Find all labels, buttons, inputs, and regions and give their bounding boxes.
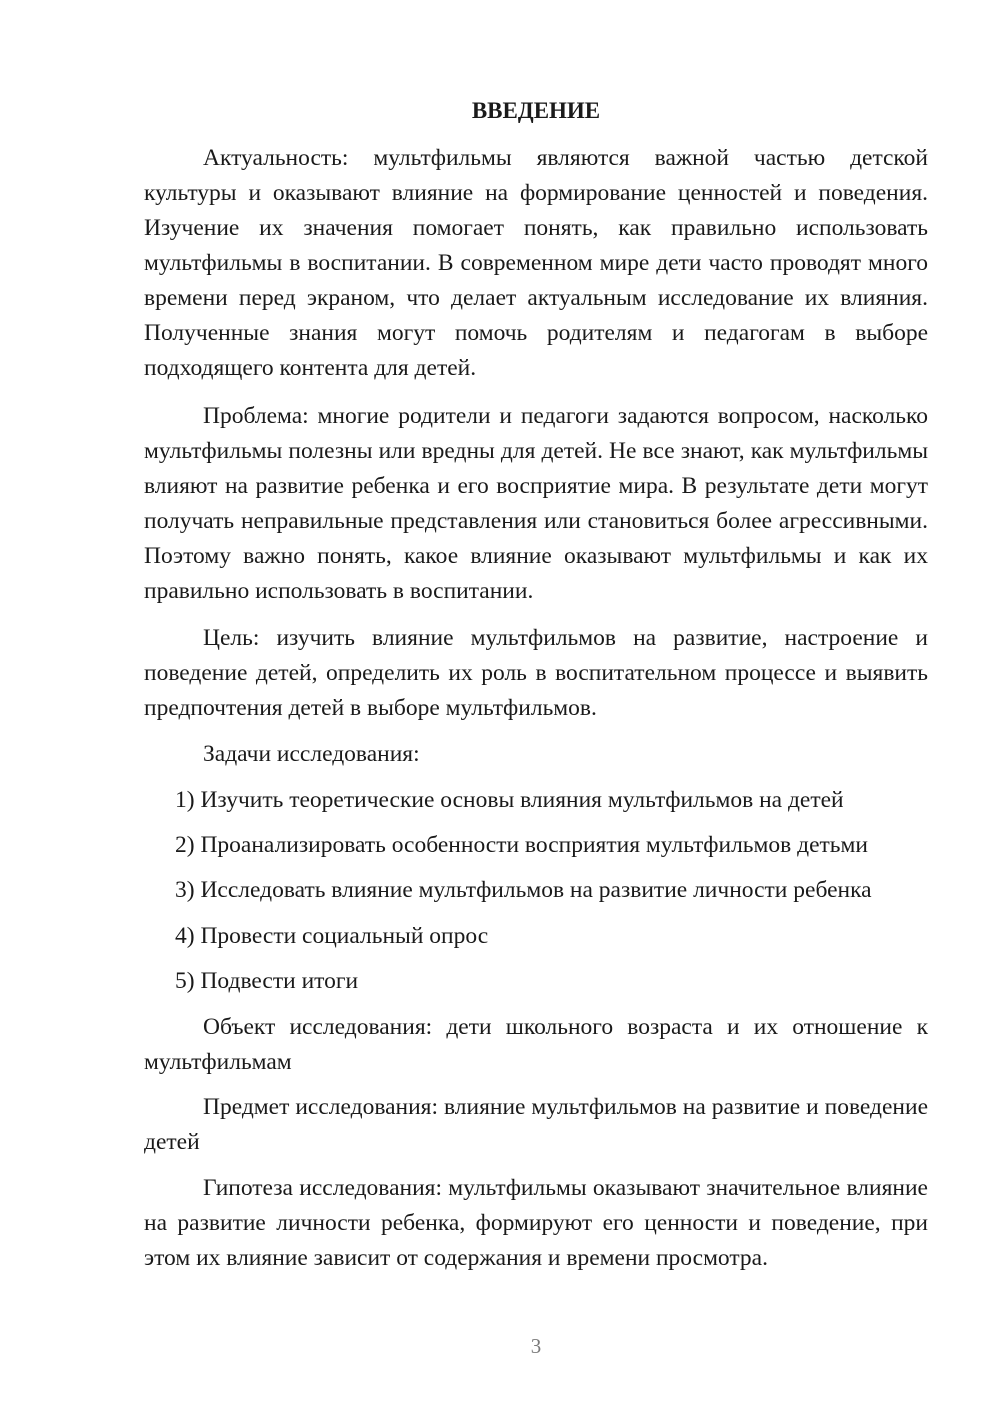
tasks-heading: Задачи исследования: xyxy=(203,741,420,767)
section-title: ВВЕДЕНИЕ xyxy=(471,98,601,123)
relevance-paragraph: Актуальность: мультфильмы являются важной частью детской культуры и оказывают влияние на формирование ценностей и поведения. Изучение их значения помогает понять, как правильно использовать мультфильмы в воспитании. В современном мире дети часто проводят много времени перед экраном, что делает актуальным исследование их влияния. Полученные знания могут помочь родителям и педагогам в выборе подходящего контента для детей. xyxy=(144,145,928,381)
subject-block xyxy=(144,1090,928,1160)
task-item-5: 5) Подвести итоги xyxy=(175,968,359,994)
task-item-4-block xyxy=(144,919,928,954)
task-item-1-block xyxy=(144,783,928,818)
hypothesis-paragraph: Гипотеза исследования: мультфильмы оказывают значительное влияние на развитие личности ребенка, формируют его ценности и поведение, при этом их влияние зависит от содержания и времени просмотра. xyxy=(144,1175,928,1271)
relevance-block xyxy=(144,141,928,386)
task-item-4: 4) Провести социальный опрос xyxy=(175,923,489,949)
object-block xyxy=(144,1010,928,1080)
page-number: 3 xyxy=(530,1334,542,1358)
task-item-3-block xyxy=(144,873,928,908)
task-item-2: 2) Проанализировать особенности восприятия мультфильмов детьми xyxy=(175,832,868,858)
task-item-5-block xyxy=(144,964,928,999)
goal-paragraph: Цель: изучить влияние мультфильмов на развитие, настроение и поведение детей, определить их роль в воспитательном процессе и выявить предпочтения детей в выборе мультфильмов. xyxy=(144,625,928,721)
hypothesis-block xyxy=(144,1171,928,1276)
subject-paragraph: Предмет исследования: влияние мультфильмов на развитие и поведение детей xyxy=(144,1094,928,1155)
task-item-2-block xyxy=(144,828,928,863)
problem-paragraph: Проблема: многие родители и педагоги задаются вопросом, насколько мультфильмы полезны или вредны для детей. Не все знают, как мультфильмы влияют на развитие ребенка и его восприятие мира. В результате дети могут получать неправильные представления или становиться более агрессивными. Поэтому важно понять, какое влияние оказывают мультфильмы и как их правильно использовать в воспитании. xyxy=(144,403,928,604)
tasks-heading-block xyxy=(144,737,928,772)
object-paragraph: Объект исследования: дети школьного возраста и их отношение к мультфильмам xyxy=(144,1014,928,1075)
task-item-1: 1) Изучить теоретические основы влияния мультфильмов на детей xyxy=(175,787,844,813)
task-item-3: 3) Исследовать влияние мультфильмов на развитие личности ребенка xyxy=(175,877,872,903)
goal-block xyxy=(144,621,928,726)
problem-block xyxy=(144,399,928,609)
